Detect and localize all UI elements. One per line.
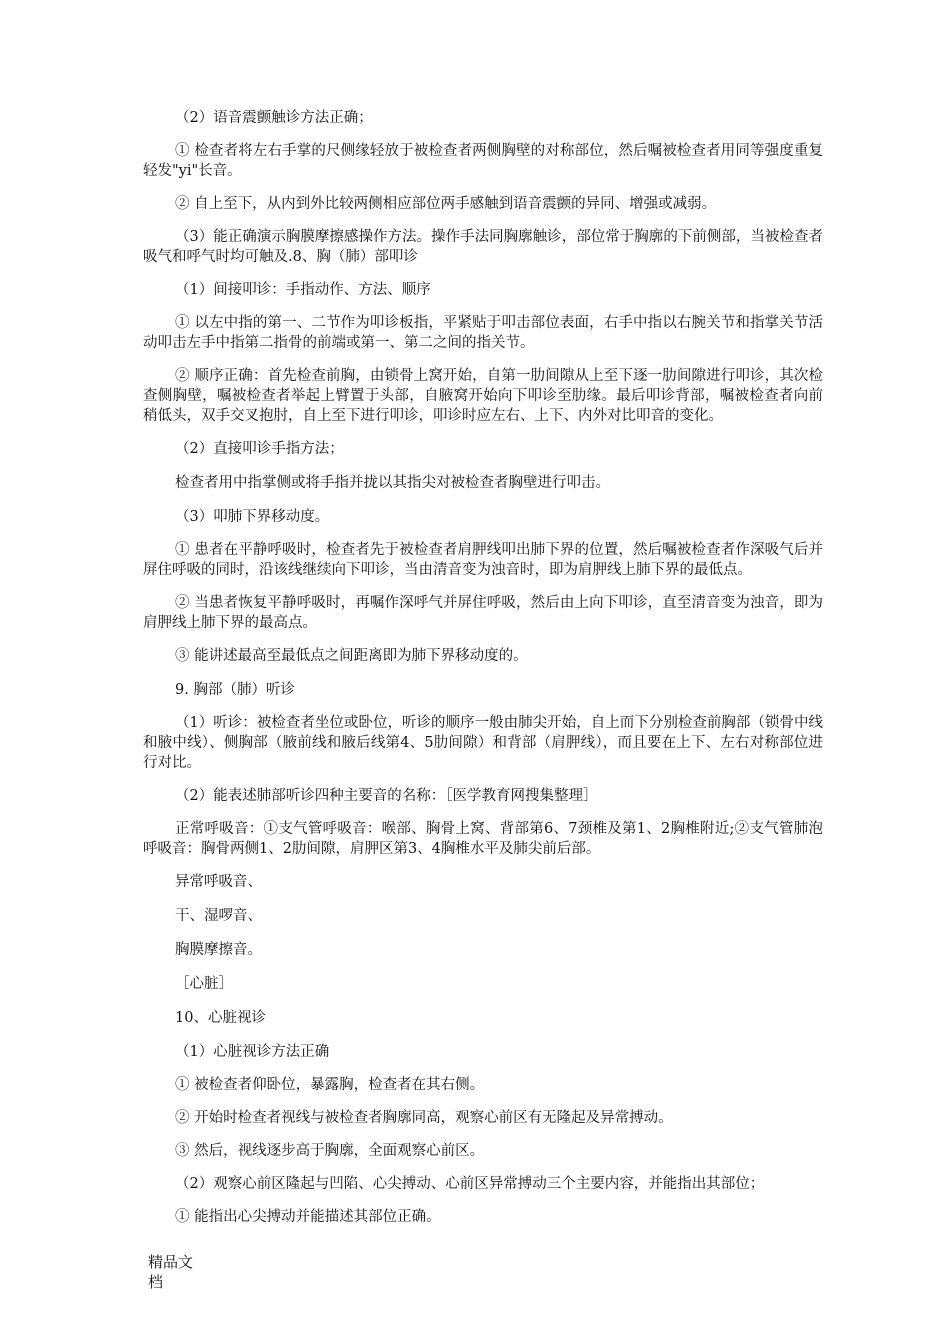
paragraph: （2）观察心前区隆起与凹陷、心尖搏动、心前区异常搏动三个主要内容，并能指出其部位； bbox=[175, 1176, 765, 1192]
paragraph: ① 检查者将左右手掌的尺侧缘轻放于被检查者两侧胸壁的对称部位，然后嘱被检查者用同等强度重复轻发"yi"长音。 bbox=[143, 143, 823, 179]
paragraph: ① 被检查者仰卧位，暴露胸，检查者在其右侧。 bbox=[175, 1077, 485, 1093]
section-heading: 9. 胸部（肺）听诊 bbox=[175, 682, 295, 698]
document-body bbox=[143, 108, 823, 1227]
footer-line: 精品文 bbox=[148, 1253, 194, 1271]
paragraph: （1）间接叩诊：手指动作、方法、顺序 bbox=[175, 282, 431, 298]
paragraph: （2）能表述肺部听诊四种主要音的名称：［医学教育网搜集整理］ bbox=[175, 788, 598, 804]
footer-label bbox=[148, 1252, 208, 1292]
paragraph: ② 顺序正确：首先检查前胸，由锁骨上窝开始，自第一肋间隙从上至下逐一肋间隙进行叩诊，其次检查侧胸壁，嘱被检查者举起上臂置于头部，自腋窝开始向下叩诊至肋缘。最后叩诊背部，嘱被检查者向前稍低头，双手交叉抱肘，自上至下进行叩诊，叩诊时应左右、上下、内外对比叩音的变化。 bbox=[143, 368, 823, 424]
paragraph: （2）语音震颤触诊方法正确； bbox=[175, 110, 373, 126]
section-heading: ［心脏］ bbox=[175, 976, 233, 992]
paragraph: ① 患者在平静呼吸时，检查者先于被检查者肩胛线叩出肺下界的位置，然后嘱被检查者作深吸气后并屏住呼吸的同时，沿该线继续向下叩诊，当由清音变为浊音时，即为肩胛线上肺下界的最低点。 bbox=[143, 542, 823, 578]
paragraph: 胸膜摩擦音。 bbox=[175, 942, 262, 958]
paragraph: 检查者用中指掌侧或将手指并拢以其指尖对被检查者胸壁进行叩击。 bbox=[175, 475, 610, 491]
paragraph: 正常呼吸音：①支气管呼吸音：喉部、胸骨上窝、背部第6、7颈椎及第1、2胸椎附近;②支气管肺泡呼吸音：胸骨两侧1、2肋间隙，肩胛区第3、4胸椎水平及肺尖前后部。 bbox=[143, 821, 823, 857]
paragraph: ③ 能讲述最高至最低点之间距离即为肺下界移动度的。 bbox=[175, 648, 528, 664]
paragraph: ② 开始时检查者视线与被检查者胸廓同高，观察心前区有无隆起及异常搏动。 bbox=[175, 1110, 673, 1126]
paragraph: （1）听诊：被检查者坐位或卧位，听诊的顺序一般由肺尖开始，自上而下分别检查前胸部（锁骨中线和腋中线）、侧胸部（腋前线和腋后线第4、5肋间隙）和背部（肩胛线），而且要在上下、左右对称部位进行对比。 bbox=[143, 715, 823, 771]
paragraph: ① 以左中指的第一、二节作为叩诊板指，平紧贴于叩击部位表面，右手中指以右腕关节和指掌关节活动叩击左手中指第二指骨的前端或第一、第二之间的指关节。 bbox=[143, 315, 823, 351]
paragraph: （2）直接叩诊手指方法； bbox=[175, 441, 344, 457]
paragraph: ② 当患者恢复平静呼吸时，再嘱作深呼气并屏住呼吸，然后由上向下叩诊，直至清音变为浊音，即为肩胛线上肺下界的最高点。 bbox=[143, 595, 823, 631]
paragraph: ① 能指出心尖搏动并能描述其部位正确。 bbox=[175, 1209, 441, 1225]
paragraph: （3）能正确演示胸膜摩擦感操作方法。操作手法同胸廓触诊，部位常于胸廓的下前侧部，当被检查者吸气和呼气时均可触及.8、胸（肺）部叩诊 bbox=[143, 229, 823, 265]
paragraph: （1）心脏视诊方法正确 bbox=[175, 1044, 330, 1060]
paragraph: ③ 然后，视线逐步高于胸廓，全面观察心前区。 bbox=[175, 1143, 485, 1159]
section-heading: 10、心脏视诊 bbox=[175, 1010, 266, 1026]
footer-line: 档 bbox=[148, 1273, 164, 1291]
paragraph: 异常呼吸音、 bbox=[175, 874, 262, 890]
paragraph: （3）叩肺下界移动度。 bbox=[175, 509, 330, 525]
paragraph: 干、湿啰音、 bbox=[175, 908, 262, 924]
paragraph: ② 自上至下，从内到外比较两侧相应部位两手感触到语音震颤的异同、增强或减弱。 bbox=[175, 196, 717, 212]
